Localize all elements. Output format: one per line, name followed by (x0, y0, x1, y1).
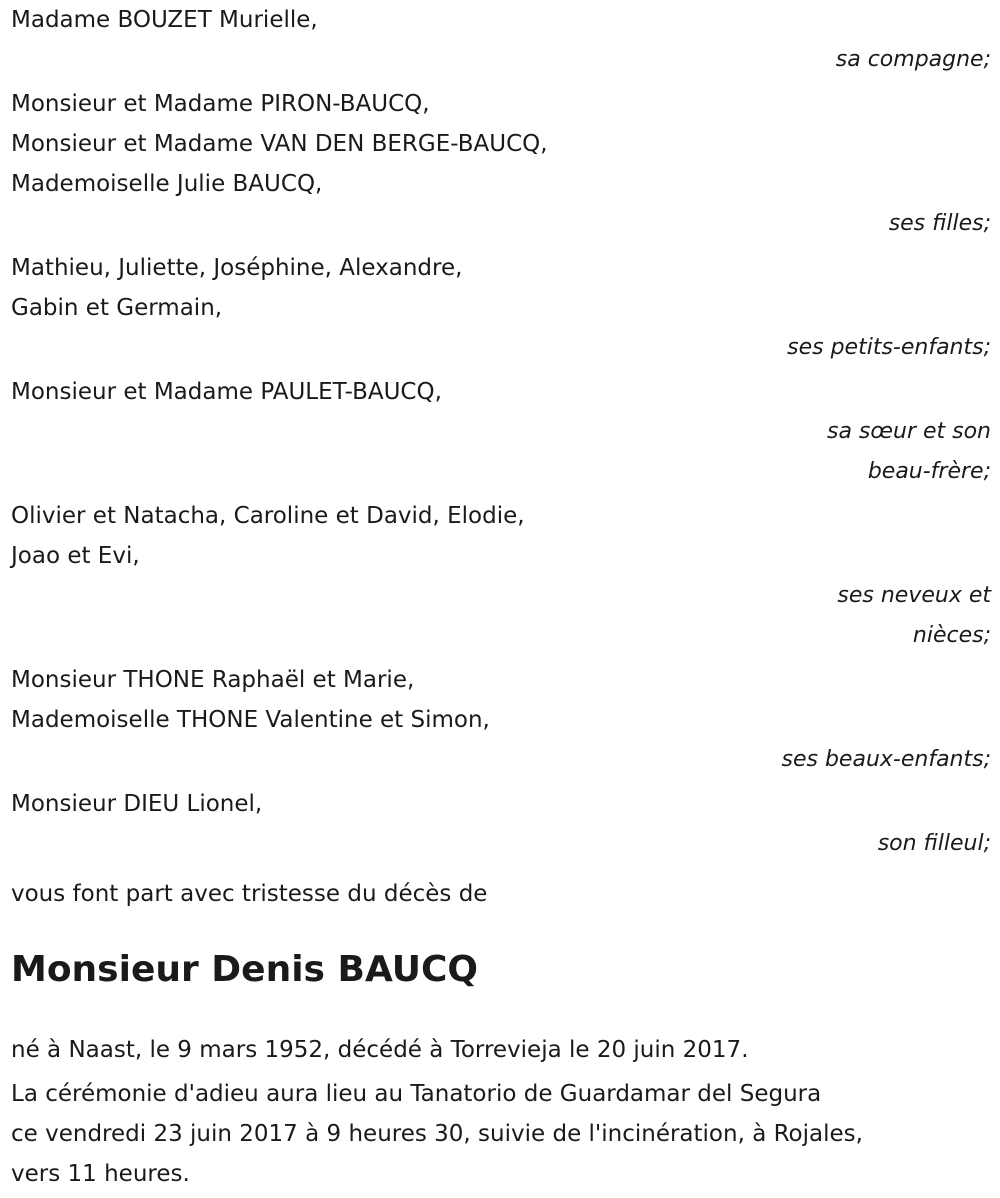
family-member-names: Joao et Evi, (11, 543, 140, 569)
family-relation: ses neveux et (837, 583, 991, 608)
family-group (11, 0, 991, 80)
family-member-names: Monsieur et Madame VAN DEN BERGE-BAUCQ, (11, 131, 548, 157)
family-relation: nièces; (912, 623, 991, 648)
family-relation: ses beaux-enfants; (781, 747, 991, 772)
family-member-names: Monsieur DIEU Lionel, (11, 791, 263, 817)
family-relation: beau-frère; (867, 459, 991, 484)
family-group (11, 784, 991, 864)
family-member-names: Monsieur et Madame PAULET-BAUCQ, (11, 379, 442, 405)
family-member-names: Madame BOUZET Murielle, (11, 7, 318, 33)
family-relation: sa sœur et son (826, 419, 991, 444)
announcement-intro: vous font part avec tristesse du décès de (11, 881, 488, 907)
family-group (11, 496, 991, 656)
family-member-names: Mademoiselle THONE Valentine et Simon, (11, 707, 490, 733)
birth-death-line: né à Naast, le 9 mars 1952, décédé à Torrevieja le 20 juin 2017. (11, 1037, 749, 1063)
family-member-names: Monsieur THONE Raphaël et Marie, (11, 667, 415, 693)
family-relation: sa compagne; (835, 47, 991, 72)
family-group (11, 84, 991, 244)
ceremony-line: vers 11 heures. (11, 1161, 190, 1187)
family-member-names: Mathieu, Juliette, Joséphine, Alexandre, (11, 255, 463, 281)
family-list (11, 0, 991, 864)
family-member-names: Mademoiselle Julie BAUCQ, (11, 171, 323, 197)
family-group (11, 248, 991, 368)
family-member-names: Olivier et Natacha, Caroline et David, Elodie, (11, 503, 525, 529)
deceased-name: Monsieur Denis BAUCQ (11, 949, 478, 990)
family-member-names: Monsieur et Madame PIRON-BAUCQ, (11, 91, 430, 117)
ceremony-text (11, 1074, 991, 1194)
obituary-notice (11, 0, 991, 1198)
family-group (11, 660, 991, 780)
ceremony-line: La cérémonie d'adieu aura lieu au Tanatorio de Guardamar del Segura (11, 1081, 822, 1107)
birth-death-text (11, 1030, 991, 1070)
family-relation: ses petits-enfants; (787, 335, 991, 360)
ceremony-line: ce vendredi 23 juin 2017 à 9 heures 30, suivie de l'incinération, à Rojales, (11, 1121, 863, 1147)
family-member-names: Gabin et Germain, (11, 295, 223, 321)
family-group (11, 372, 991, 492)
family-relation: son filleul; (877, 831, 991, 856)
family-relation: ses filles; (888, 211, 991, 236)
